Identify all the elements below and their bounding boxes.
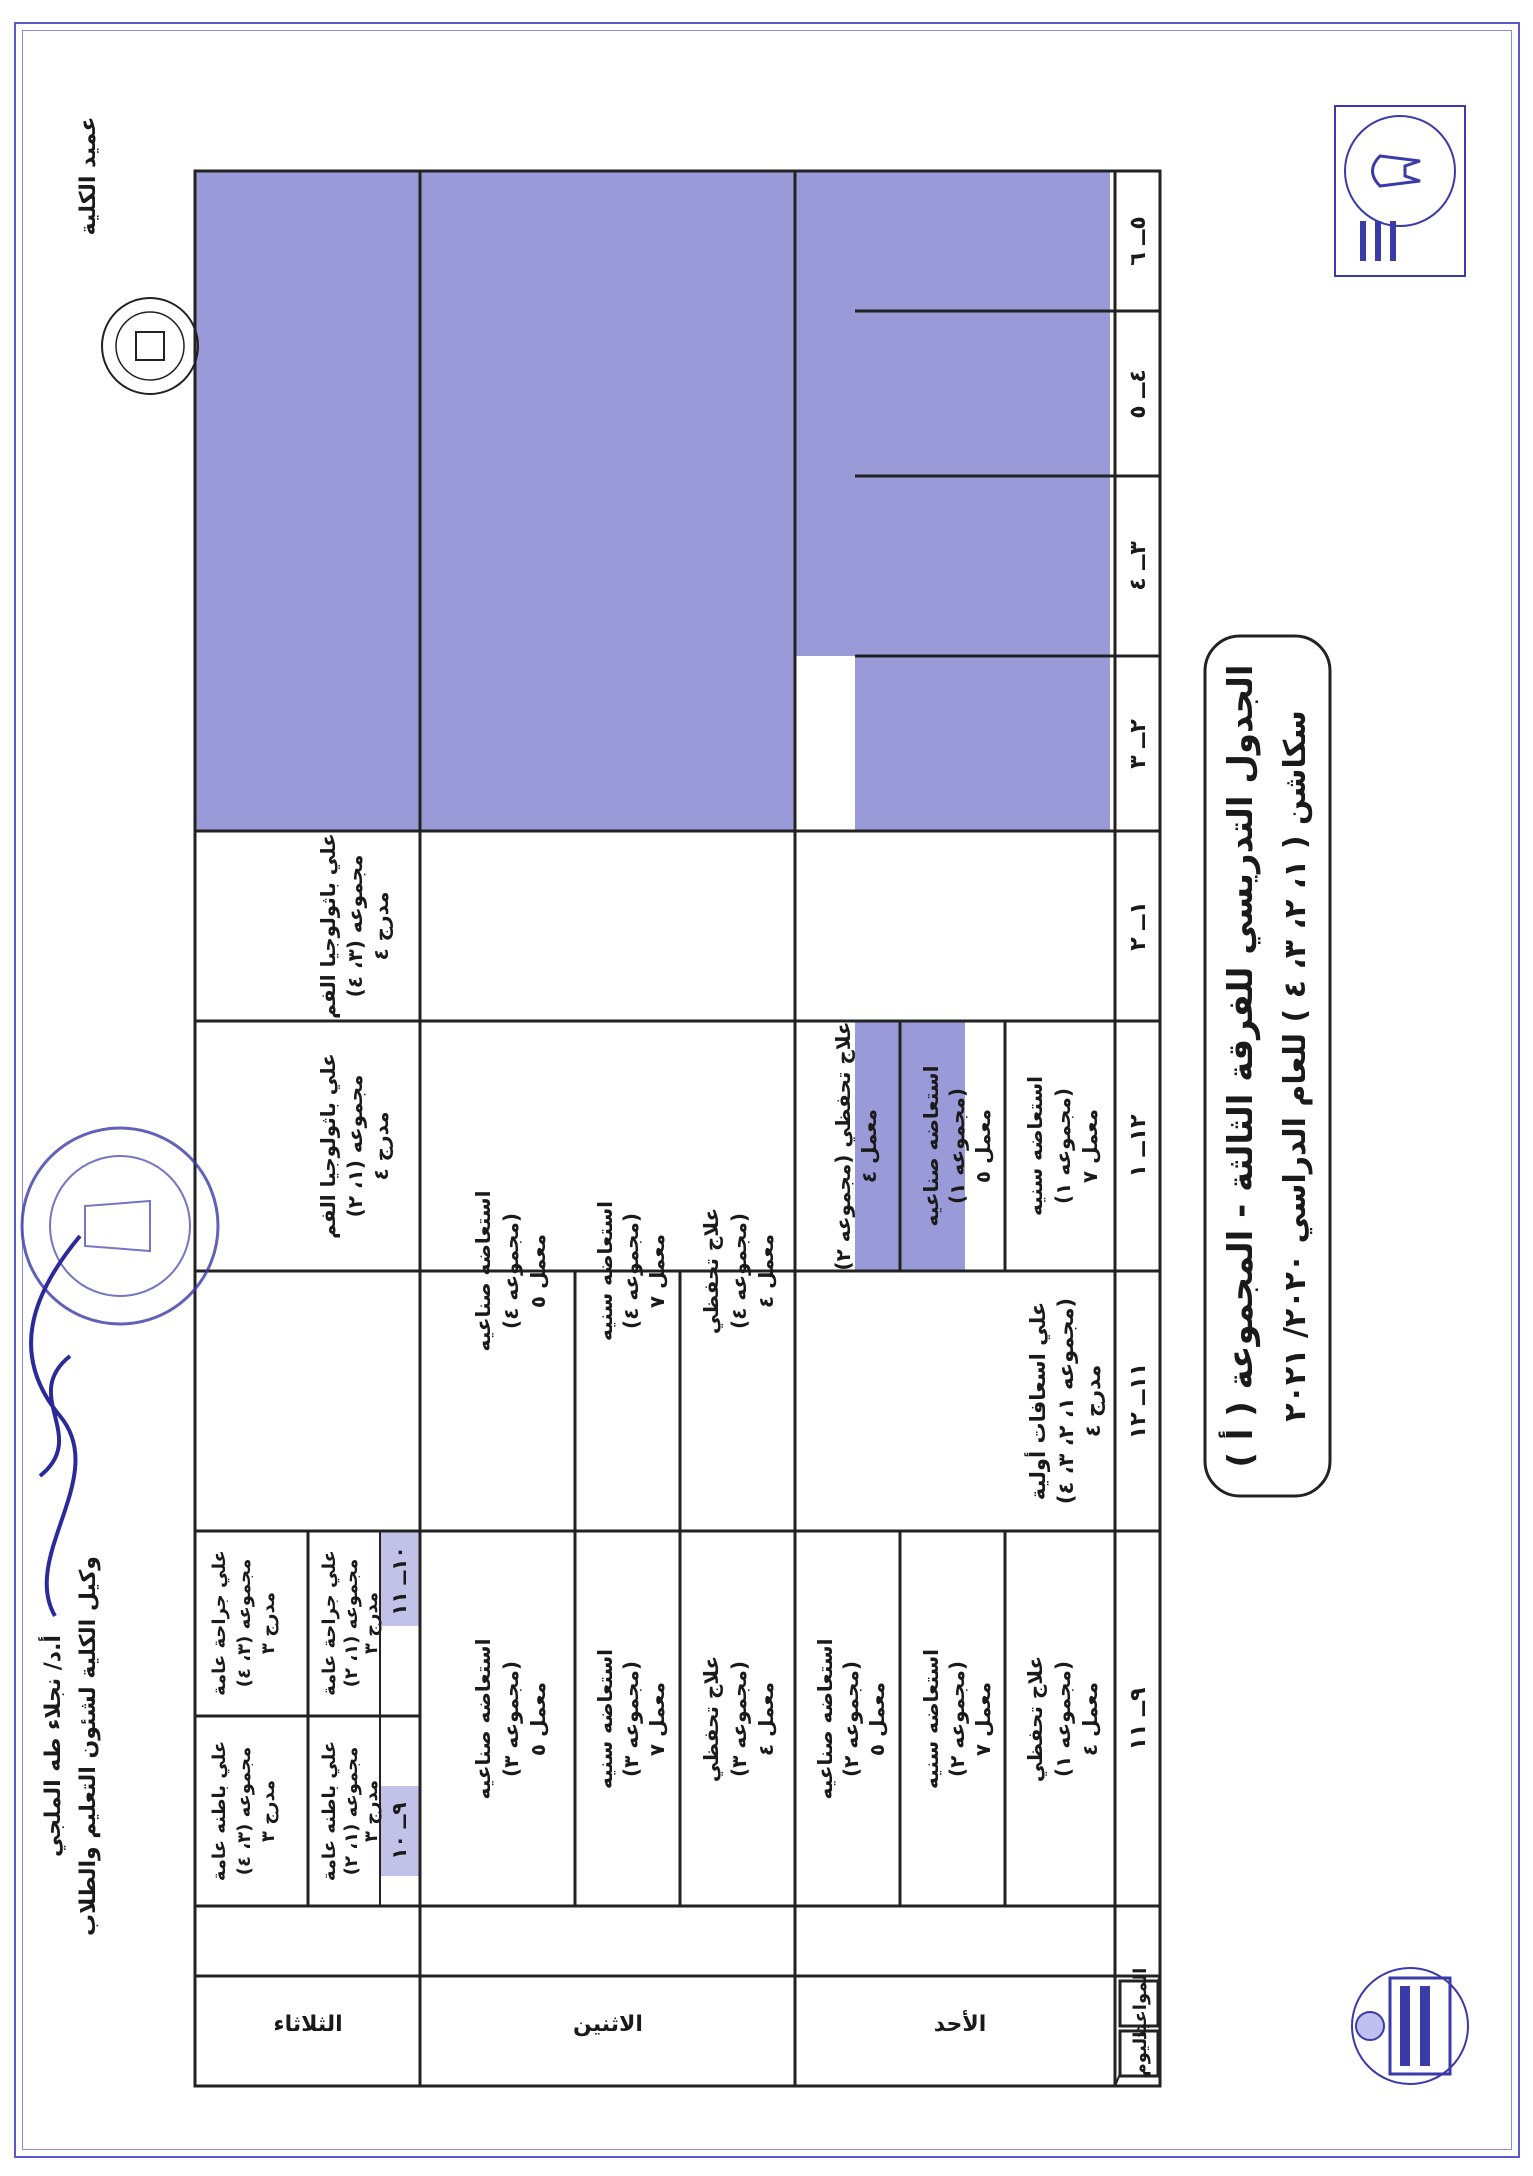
- svg-text:مجموعه (٣، ٤): مجموعه (٣، ٤): [343, 854, 367, 998]
- svg-text:(مجموعه ٢): (مجموعه ٢): [839, 1661, 863, 1777]
- svg-text:(مجموعه ٤): (مجموعه ٤): [727, 1213, 751, 1329]
- svg-text:معمل ٤: معمل ٤: [754, 1681, 778, 1757]
- svg-text:مدرج ٣: مدرج ٣: [258, 1591, 279, 1655]
- svg-text:استعاضه صناعيه: استعاضه صناعيه: [813, 1638, 837, 1800]
- monday-slot1-b: [593, 1649, 669, 1789]
- svg-text:معمل ٧: معمل ٧: [645, 1233, 669, 1309]
- svg-text:مدرج ٤: مدرج ٤: [369, 1111, 393, 1181]
- svg-text:استعاضه سنيه: استعاضه سنيه: [593, 1648, 617, 1790]
- svg-text:مدرج ٣: مدرج ٣: [361, 1591, 382, 1655]
- sunday-slot1-b: [919, 1649, 995, 1789]
- tuesday-c1: [316, 1053, 393, 1239]
- sunday-slot1-a: [1023, 1656, 1102, 1782]
- svg-text:استعاضه سنيه: استعاضه سنيه: [1023, 1075, 1047, 1217]
- tuesday-c2: [316, 833, 393, 1019]
- svg-text:مدرج ٣: مدرج ٣: [361, 1779, 382, 1843]
- svg-text:مجموعه (١، ٢): مجموعه (١، ٢): [341, 1746, 362, 1876]
- svg-text:علي جراحة عامة: علي جراحة عامة: [319, 1550, 340, 1696]
- svg-text:معمل ٥: معمل ٥: [865, 1681, 889, 1757]
- official-seal-stamp: [22, 1128, 218, 1324]
- svg-text:مجموعه (١، ٢): مجموعه (١، ٢): [341, 1558, 362, 1688]
- svg-text:استعاضه صناعيه: استعاضه صناعيه: [471, 1638, 495, 1800]
- svg-text:(مجموعه ١، ٢، ٣، ٤): (مجموعه ١، ٢، ٣، ٤): [1054, 1297, 1078, 1505]
- slot-label-7: ٤ــ ٥: [1126, 369, 1151, 419]
- svg-text:معمل ٧: معمل ٧: [971, 1681, 995, 1757]
- vice-dean-label: وكيل الكلية لشئون التعليم والطلاب: [76, 1556, 101, 1936]
- faculty-stamp: [102, 298, 198, 394]
- svg-text:علي باطنه عامة: علي باطنه عامة: [209, 1740, 230, 1882]
- svg-text:مجموعه (٣، ٤): مجموعه (٣، ٤): [234, 1558, 255, 1688]
- title-line-1: الجدول التدريسي للفرقة الثالثة - المجموعة ( أ ): [1221, 664, 1261, 1468]
- faculty-logo: [1335, 106, 1465, 276]
- vice-dean-name: أ.د/ نجلاء طه الملجي: [41, 1635, 66, 1857]
- tuesday-a2: [209, 1741, 279, 1881]
- svg-text:علي اسعافات أولية: علي اسعافات أولية: [1026, 1301, 1050, 1501]
- slot-label-5: ٢ــ ٣: [1126, 719, 1151, 769]
- svg-text:معمل ٧: معمل ٧: [645, 1681, 669, 1757]
- svg-text:معمل ٤: معمل ٤: [1078, 1681, 1102, 1757]
- sunday-slot1-c: [813, 1639, 889, 1800]
- svg-text:(مجموعه ٤): (مجموعه ٤): [619, 1213, 643, 1329]
- svg-text:استعاضه صناعيه: استعاضه صناعيه: [471, 1190, 495, 1352]
- svg-text:علي باثولوجيا الفم: علي باثولوجيا الفم: [316, 1053, 340, 1239]
- svg-text:معمل ٥: معمل ٥: [971, 1108, 995, 1184]
- monday-slot1-c: [471, 1639, 550, 1800]
- title-line-2: سكاشن ( ١، ٢، ٣، ٤ ) للعام الدراسي ٢٠٢٠/ ٢٠٢١: [1278, 710, 1313, 1422]
- svg-text:(مجموعه ١): (مجموعه ١): [1051, 1088, 1075, 1204]
- day-sunday: الأحد: [933, 2012, 987, 2037]
- svg-text:(مجموعه ٣): (مجموعه ٣): [499, 1661, 523, 1777]
- svg-text:(مجموعه ٢): (مجموعه ٢): [945, 1661, 969, 1777]
- svg-text:استعاضه صناعيه: استعاضه صناعيه: [919, 1065, 943, 1227]
- university-logo: [1352, 1968, 1468, 2084]
- monday-slot1-a: [699, 1656, 778, 1782]
- slot-label-6: ٣ــ ٤: [1126, 541, 1151, 591]
- svg-text:مدرج ٤: مدرج ٤: [369, 891, 393, 961]
- signature: [31, 1236, 80, 1616]
- monday-slot2-c: [471, 1191, 550, 1352]
- svg-text:مدرج ٣: مدرج ٣: [258, 1779, 279, 1843]
- svg-text:معمل ٤: معمل ٤: [754, 1233, 778, 1309]
- slot-label-4: ١ــ ٢: [1126, 901, 1151, 951]
- svg-text:استعاضه سنيه: استعاضه سنيه: [919, 1648, 943, 1790]
- header-day: اليوم: [1130, 2031, 1151, 2077]
- svg-text:علاج تحفظي: علاج تحفظي: [1023, 1655, 1047, 1783]
- slot-label-1: ٩ــ ١١: [1126, 1687, 1151, 1751]
- svg-text:علاج تحفظي: علاج تحفظي: [699, 1207, 723, 1335]
- svg-text:معمل ٧: معمل ٧: [1078, 1108, 1102, 1184]
- tuesday-b1: [319, 1550, 382, 1696]
- header-appointments: المواعيد: [1130, 1967, 1151, 2041]
- svg-text:مجموعه (٣، ٤): مجموعه (٣، ٤): [234, 1746, 255, 1876]
- sunday-slot3-a: [1023, 1076, 1102, 1216]
- day-tuesday: الثلاثاء: [273, 2012, 343, 2037]
- svg-text:علي باثولوجيا الفم: علي باثولوجيا الفم: [316, 833, 340, 1019]
- svg-text:مدرج ٤: مدرج ٤: [1081, 1364, 1105, 1438]
- svg-text:مجموعه (١، ٢): مجموعه (١، ٢): [343, 1074, 367, 1218]
- svg-text:(مجموعه ٤): (مجموعه ٤): [499, 1213, 523, 1329]
- svg-text:معمل ٥: معمل ٥: [526, 1681, 550, 1757]
- svg-text:استعاضه سنيه: استعاضه سنيه: [593, 1200, 617, 1342]
- svg-text:(مجموعه ١): (مجموعه ١): [1051, 1661, 1075, 1777]
- svg-text:(مجموعه ١): (مجموعه ١): [945, 1088, 969, 1204]
- day-monday: الاثنين: [573, 2012, 643, 2037]
- dean-label: عميد الكلية: [76, 116, 101, 236]
- sunday-slot3-b: [919, 1066, 995, 1227]
- tuesday-a1: [319, 1741, 382, 1881]
- tuesday-subslot-b: ١٠ــ ١١: [387, 1546, 411, 1616]
- slot-label-3: ١٢ــ ١: [1126, 1114, 1151, 1178]
- svg-text:علي باطنه عامة: علي باطنه عامة: [319, 1740, 340, 1882]
- slot-label-8: ٥ــ ٦: [1126, 216, 1151, 266]
- svg-text:معمل ٥: معمل ٥: [526, 1233, 550, 1309]
- monday-slot2-a: [699, 1208, 778, 1334]
- tuesday-subslot-a: ٩ــ ١٠: [387, 1802, 411, 1860]
- slot-label-2: ١١ــ ١٢: [1126, 1362, 1151, 1440]
- monday-slot2-b: [593, 1201, 669, 1341]
- svg-text:علاج تحفظي: علاج تحفظي: [699, 1655, 723, 1783]
- svg-text:(مجموعه ٣): (مجموعه ٣): [619, 1661, 643, 1777]
- svg-text:(مجموعه ٣): (مجموعه ٣): [727, 1661, 751, 1777]
- svg-text:علي جراحة عامة: علي جراحة عامة: [209, 1550, 230, 1696]
- svg-text:معمل ٤: معمل ٤: [857, 1108, 881, 1184]
- svg-text:علاج تحفظي (مجموعه ٢): علاج تحفظي (مجموعه ٢): [831, 1021, 855, 1271]
- tuesday-b2: [209, 1550, 279, 1696]
- sunday-slot2: [1023, 1298, 1106, 1504]
